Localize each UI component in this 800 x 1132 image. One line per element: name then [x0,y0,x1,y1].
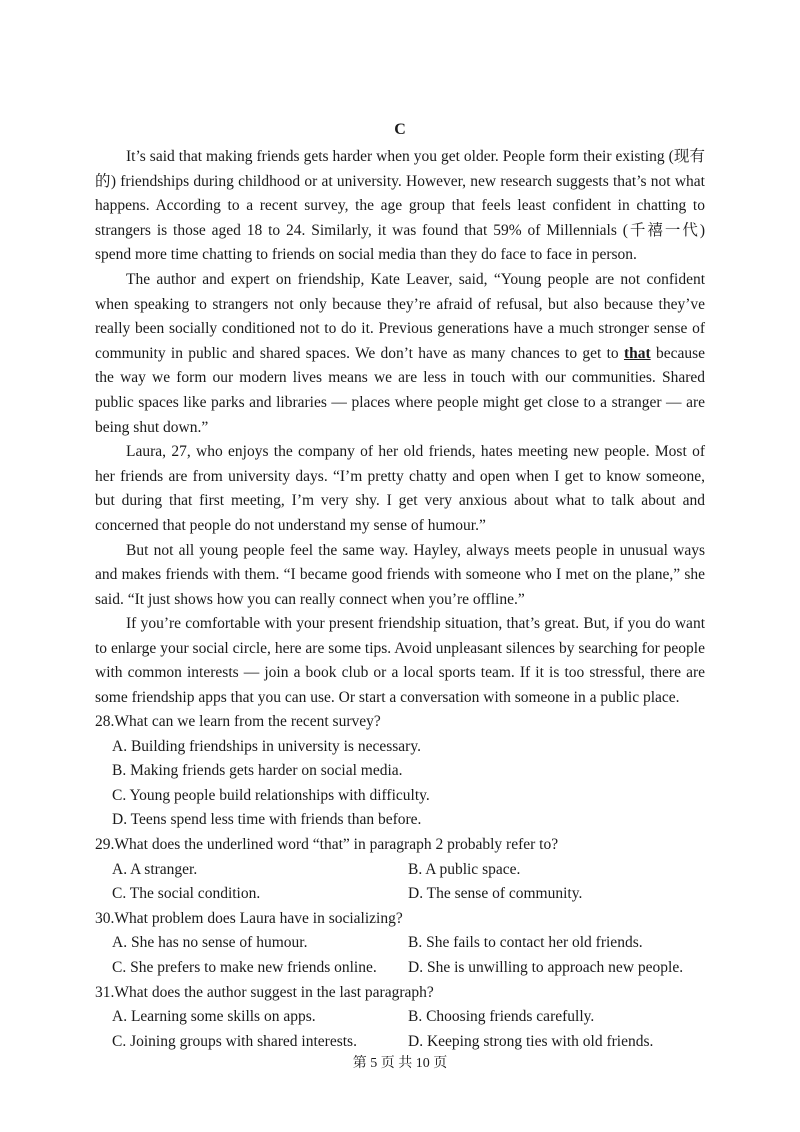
paragraph-2 [95,268,705,440]
paragraph-5: If you’re comfortable with your present friendship situation, that’s great. But, if you do want to enlarge your social circle, here are some tips. Avoid unpleasant silences by searching for people with common interests — join a book club or a local sports team. If it is too stressful, there are some friendship apps that you can use. Or start a conversation with someone in a public place. [95,615,705,707]
option-list [95,1005,715,1054]
question-list [95,710,715,1054]
section-heading: C [394,121,406,138]
paragraph-4: But not all young people feel the same way. Hayley, always meets people in unusual ways and makes friends with them. “I became good friends with someone who I met on the plane,” she said. “It just shows how you can really connect when you’re offline.” [95,541,705,608]
question-stem: 30.What problem does Laura have in socializing? [95,909,403,927]
option-b: B. Making friends gets harder on social media. [112,762,403,780]
paragraph-3: Laura, 27, who enjoys the company of her old friends, hates meeting new people. Most of her friends are from university days. “I’m pretty chatty and open when I get to know someone, but during that first meeting, I’m very shy. I get very anxious about what to talk about and concerned that people do not understand my sense of humour.” [95,443,705,534]
option-b: B. She fails to contact her old friends. [408,934,643,952]
paragraph-2-text-end: because the way we form our modern lives means we are less in touch with our communities. Shared public spaces like parks and libraries — places where people might get close to a stranger — are being shut down.” [95,344,705,436]
question-31 [95,981,715,1055]
option-c: C. Joining groups with shared interests. [112,1032,357,1050]
option-a: A. Building friendships in university is necessary. [112,737,421,755]
option-list [95,735,715,833]
option-a: A. A stranger. [112,860,198,878]
question-stem: 28.What can we learn from the recent survey? [95,713,381,730]
option-a: A. Learning some skills on apps. [112,1008,316,1026]
page-number: 第 5 页 共 10 页 [352,1056,448,1071]
paragraph-2-text-start: The author and expert on friendship, Kate Leaver, said, “Young people are not confident when speaking to strangers not only because they’re afraid of refusal, but also because they’ve really been socially conditioned not to do it. Previous generations have a much stronger sense of community in public and shared spaces. We don’t have as many chances to get to [95,270,705,362]
option-c: C. Young people build relationships with difficulty. [112,786,430,804]
underlined-word: that [623,344,651,362]
question-28 [95,710,715,833]
reading-passage [95,145,705,711]
question-29 [95,833,715,907]
question-stem: 29.What does the underlined word “that” in paragraph 2 probably refer to? [95,835,559,853]
option-list [95,931,715,980]
option-b: B. Choosing friends carefully. [408,1008,595,1026]
option-c: C. The social condition. [112,885,261,903]
option-d: D. Teens spend less time with friends than before. [112,811,422,829]
paragraph-1: It’s said that making friends gets harder when you get older. People form their existing (现有的) friendships during childhood or at university. However, new research suggests that’s not what happens. According to a recent survey, the age group that feels least confident in chatting to strangers is those aged 18 to 24. Similarly, it was found that 59% of Millennials (千禧一代) spend more time chatting to friends on social media than they do face to face in person. [95,148,705,264]
option-c: C. She prefers to make new friends online. [112,958,377,976]
option-d: D. Keeping strong ties with old friends. [408,1032,654,1050]
option-d: D. The sense of community. [408,885,583,903]
option-list [95,858,715,907]
option-b: B. A public space. [408,860,521,878]
option-d: D. She is unwilling to approach new people. [408,958,684,976]
option-a: A. She has no sense of humour. [112,934,308,952]
question-stem: 31.What does the author suggest in the last paragraph? [95,983,434,1001]
question-30 [95,907,715,981]
